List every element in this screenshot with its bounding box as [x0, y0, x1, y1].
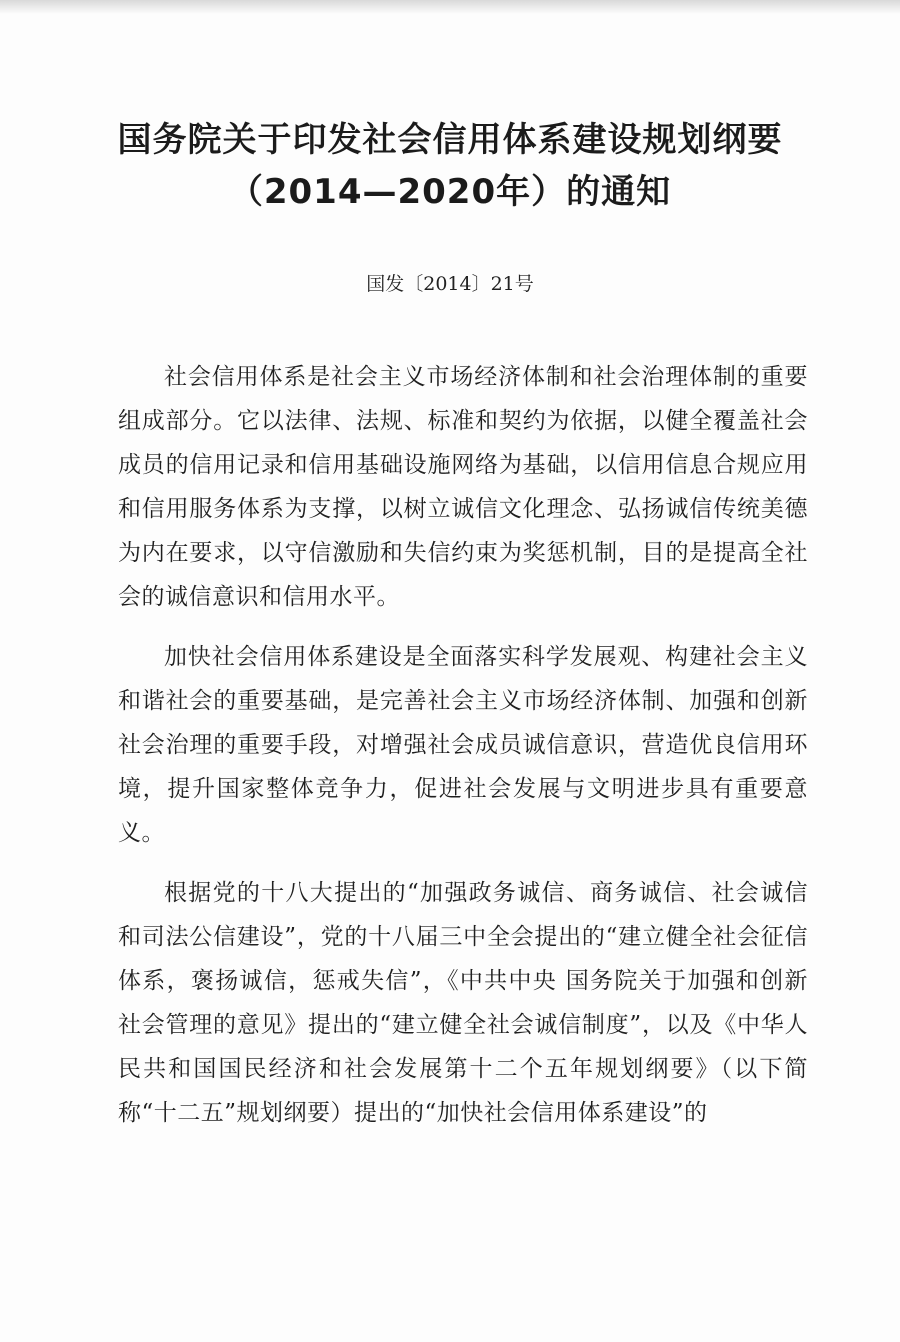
document-title-line-1: 国务院关于印发社会信用体系建设规划纲要: [117, 120, 783, 160]
document-number: 国发〔2014〕21号: [366, 273, 534, 295]
paragraph-1: 社会信用体系是社会主义市场经济体制和社会治理体制的重要组成部分。它以法律、法规、标准和契约为依据，以健全覆盖社会成员的信用记录和信用基础设施网络为基础，以信用信息合规应用和信用服务体系为支撑，以树立诚信文化理念、弘扬诚信传统美德为内在要求，以守信激励和失信约束为奖惩机制，目的是提高全社会的诚信意识和信用水平。: [118, 364, 808, 610]
document-title-line-2: （2014—2020年）的通知: [228, 172, 672, 212]
document-body: [118, 355, 808, 1151]
paragraph-3: 根据党的十八大提出的“加强政务诚信、商务诚信、社会诚信和司法公信建设”，党的十八届三中全会提出的“建立健全社会征信体系，褒扬诚信，惩戒失信”，《中共中央 国务院关于加强和创新社会管理的意见》提出的“建立健全社会诚信制度”，以及《中华人民共和国国民经济和社会发展第十二个五年规划纲要》（以下简称“十二五”规划纲要）提出的“加快社会信用体系建设”的: [118, 880, 808, 1126]
paragraph-2: 加快社会信用体系建设是全面落实科学发展观、构建社会主义和谐社会的重要基础，是完善社会主义市场经济体制、加强和创新社会治理的重要手段，对增强社会成员诚信意识，营造优良信用环境，提升国家整体竞争力，促进社会发展与文明进步具有重要意义。: [118, 644, 808, 846]
scan-edge-shadow: [0, 0, 900, 14]
